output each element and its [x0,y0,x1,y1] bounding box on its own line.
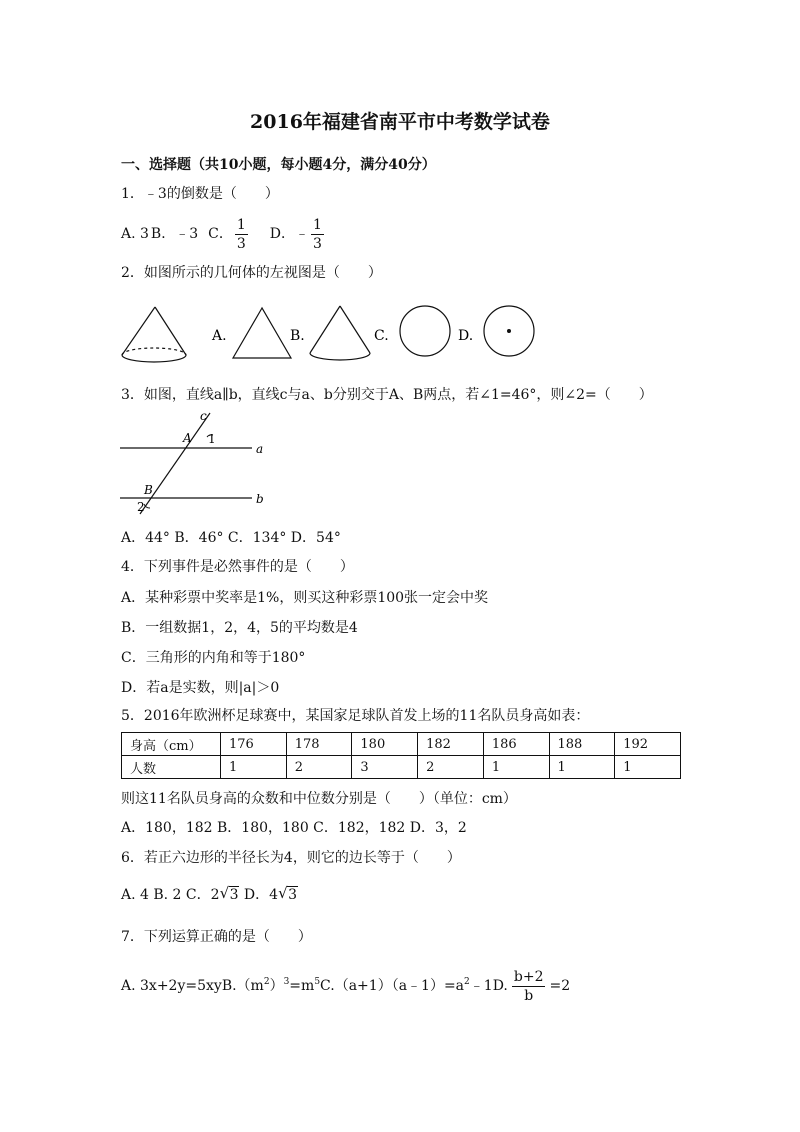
q4-option-d: D．若a是实数，则|a|＞0 [121,680,280,696]
q1-c-numerator: 1 [236,216,246,233]
q1-d-denominator: 3 [313,235,322,252]
label-A: A [183,431,192,445]
q7-b-part: ） [269,978,284,994]
q7-stem: 7．下列运算正确的是（ ） [121,929,312,945]
triangle-view-a [233,308,291,358]
cone-outline-view-b [310,306,370,360]
q3-stem: 3．如图，直线a∥b，直线c与a、b分别交于A、B两点，若∠1=46°，则∠2=（ ） [121,387,653,403]
label-B: B [144,483,153,497]
q6-option-d-label: D． [239,887,270,903]
table-cell: 186 [483,733,549,756]
q7-b-part: =m [289,978,315,994]
q7-option-d-label: D. [492,978,508,994]
label-c: c [200,409,207,423]
q5-stem: 5．2016年欧洲杯足球赛中，某国家足球队首发上场的11名队员身高如表： [121,708,590,724]
q6-c-radical [220,886,240,904]
q7-b-part: B.（m [221,978,264,994]
q7-c-exp: 2 [464,977,470,987]
q2-label-c: C. [374,328,389,344]
q6-c-coefficient: 2 [210,887,220,903]
q7-option-b [222,977,320,995]
table-cell: 1 [549,756,615,779]
q7-c-part: ﹣1 [469,978,493,994]
q7-b-exp3: 5 [314,977,321,987]
q1-d-numerator: 1 [313,216,322,233]
table-cell: 1 [483,756,549,779]
q5-options: A．180，182 B．180，180 C．182，182 D．3，2 [121,820,467,836]
q1-options [121,214,326,254]
q2-label-d: D. [458,328,474,344]
table-cell: 人数 [122,756,221,779]
label-b: b [256,492,264,506]
q4-option-a: A．某种彩票中奖率是1%，则买这种彩票100张一定会中奖 [121,590,489,606]
table-cell: 3 [352,756,418,779]
q1-option-b: B．﹣3 [150,226,199,242]
table-cell: 身高（cm） [122,733,221,756]
q1-option-d: D．﹣ [269,226,309,242]
table-cell: 180 [352,733,418,756]
sqrt-sign-icon: √ [278,884,288,902]
table-row [122,733,681,756]
table-cell: 2 [286,756,352,779]
page-title: 2016年福建省南平市中考数学试卷 [250,111,550,133]
q1-option-a: A. 3 [121,226,149,242]
q7-d-rest: =2 [549,978,571,994]
q6-c-radicand: 3 [229,887,239,903]
table-cell: 2 [418,756,484,779]
q4-option-b: B．一组数据1，2，4，5的平均数是4 [121,620,358,636]
table-cell: 176 [221,733,287,756]
q1-d-fraction [311,216,324,253]
cone-solid-figure [122,307,186,362]
table-cell: 188 [549,733,615,756]
q7-c-part: C.（a+1）（a﹣1）=a [320,978,465,994]
table-cell: 192 [615,733,681,756]
center-dot [507,329,511,333]
q2-figures [0,292,800,372]
label-angle-2: 2 [137,500,145,514]
q7-option-c [320,977,493,995]
q7-b-exp2: 3 [283,977,290,987]
q7-d-fraction [512,968,546,1005]
q7-b-exp1: 2 [263,977,270,987]
q7-d-denominator: b [524,987,534,1004]
q1-c-denominator: 3 [236,235,246,252]
table-cell: 1 [615,756,681,779]
q1-stem: 1．﹣3的倒数是（ ） [121,186,279,202]
line-c [140,413,210,514]
q6-d-radical [278,886,298,904]
table-cell: 182 [418,733,484,756]
table-row [122,756,681,779]
q3-figure [110,408,310,518]
q7-d-numerator: b+2 [513,968,544,985]
q6-stem: 6．若正六边形的半径长为4，则它的边长等于（ ） [121,850,461,866]
label-a: a [256,442,264,456]
q2-label-a: A. [212,328,227,344]
label-angle-1: 1 [208,432,216,446]
q7-option-a: A. 3x+2y=5xy [121,978,222,994]
q1-option-c: C． [208,226,233,242]
q1-c-fraction [235,216,248,253]
q4-stem: 4．下列事件是必然事件的是（ ） [121,559,354,575]
q2-stem: 2．如图所示的几何体的左视图是（ ） [121,265,382,281]
section-heading: 一、选择题（共10小题，每小题4分，满分40分） [121,157,436,173]
q5-question: 则这11名队员身高的众数和中位数分别是（ ）（单位：cm） [121,791,517,807]
q4-option-c: C．三角形的内角和等于180° [121,650,306,666]
q6-option-ab: A. 4 B. 2 C． [121,887,211,903]
q2-label-b: B. [290,328,305,344]
q6-options [121,886,298,904]
table-cell: 178 [286,733,352,756]
circle-view-c [400,306,450,356]
table-cell: 1 [221,756,287,779]
q7-options [121,966,570,1006]
q6-d-radicand: 3 [288,887,298,903]
q3-options: A．44° B．46° C．134° D．54° [121,530,341,546]
sqrt-sign-icon: √ [219,884,230,902]
height-table [121,732,681,779]
q6-d-coefficient: 4 [269,887,279,903]
